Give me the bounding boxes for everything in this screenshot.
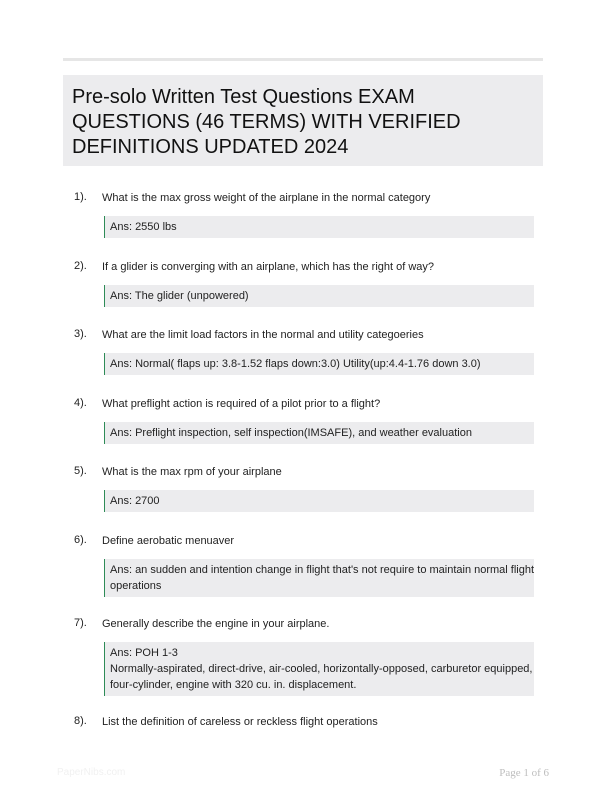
question-number: 8). [74,715,87,727]
question-text: Define aerobatic menuaver [102,535,235,547]
footer-watermark: PaperNibs.com [57,767,126,778]
question-text: If a glider is converging with an airplane, which has the right of way? [102,261,435,273]
answer-box [104,642,534,696]
answer-line: Ans: The glider (unpowered) [110,290,249,302]
question-item [74,190,544,206]
question-header [74,464,544,480]
question-text: Generally describe the engine in your airplane. [102,618,330,630]
answer-line: four-cylinder, engine with 320 cu. in. displacement. [110,679,357,691]
question-number: 3). [74,328,87,340]
answer-line: Ans: an sudden and intention change in flight that's not require to maintain normal flight [110,564,535,576]
answer-box [104,559,534,597]
page-number: Page 1 of 6 [499,767,549,779]
answer-line: Normally-aspirated, direct-drive, air-cooled, horizontally-opposed, carburetor equipped, [110,663,533,675]
answer-line: operations [110,580,162,592]
answer-box [104,216,534,238]
question-item [74,396,544,412]
question-header [74,259,544,275]
answer-line: Ans: Preflight inspection, self inspection(IMSAFE), and weather evaluation [110,427,472,439]
question-item [74,259,544,275]
question-text: What is the max gross weight of the airplane in the normal category [102,192,431,204]
answer-line: Ans: 2550 lbs [110,221,177,233]
question-header [74,190,544,206]
top-divider [63,58,543,61]
answer-box [104,490,534,512]
answer-line: Ans: 2700 [110,495,160,507]
answer-line: Ans: Normal( flaps up: 3.8-1.52 flaps down:3.0) Utility(up:4.4-1.76 down 3.0) [110,358,481,370]
question-number: 5). [74,465,87,477]
question-item [74,464,544,480]
question-number: 6). [74,534,87,546]
question-item [74,533,544,549]
question-number: 2). [74,260,87,272]
question-number: 7). [74,617,87,629]
question-text: What are the limit load factors in the normal and utility categoeries [102,329,424,341]
answer-box [104,422,534,444]
question-number: 1). [74,191,87,203]
title-banner [63,75,543,166]
answer-box [104,285,534,307]
question-header [74,616,544,632]
document-title: Pre-solo Written Test Questions EXAM QUESTIONS (46 TERMS) WITH VERIFIED DEFINITIONS UPDATED 2024 [72,86,461,158]
question-item [74,714,544,730]
question-header [74,714,544,730]
question-item [74,616,544,632]
question-item [74,327,544,343]
question-header [74,327,544,343]
question-text: What preflight action is required of a pilot prior to a flight? [102,398,381,410]
question-text: List the definition of careless or reckless flight operations [102,716,378,728]
question-header [74,533,544,549]
question-text: What is the max rpm of your airplane [102,466,282,478]
answer-box [104,353,534,375]
question-number: 4). [74,397,87,409]
question-header [74,396,544,412]
answer-line: Ans: POH 1-3 [110,647,178,659]
